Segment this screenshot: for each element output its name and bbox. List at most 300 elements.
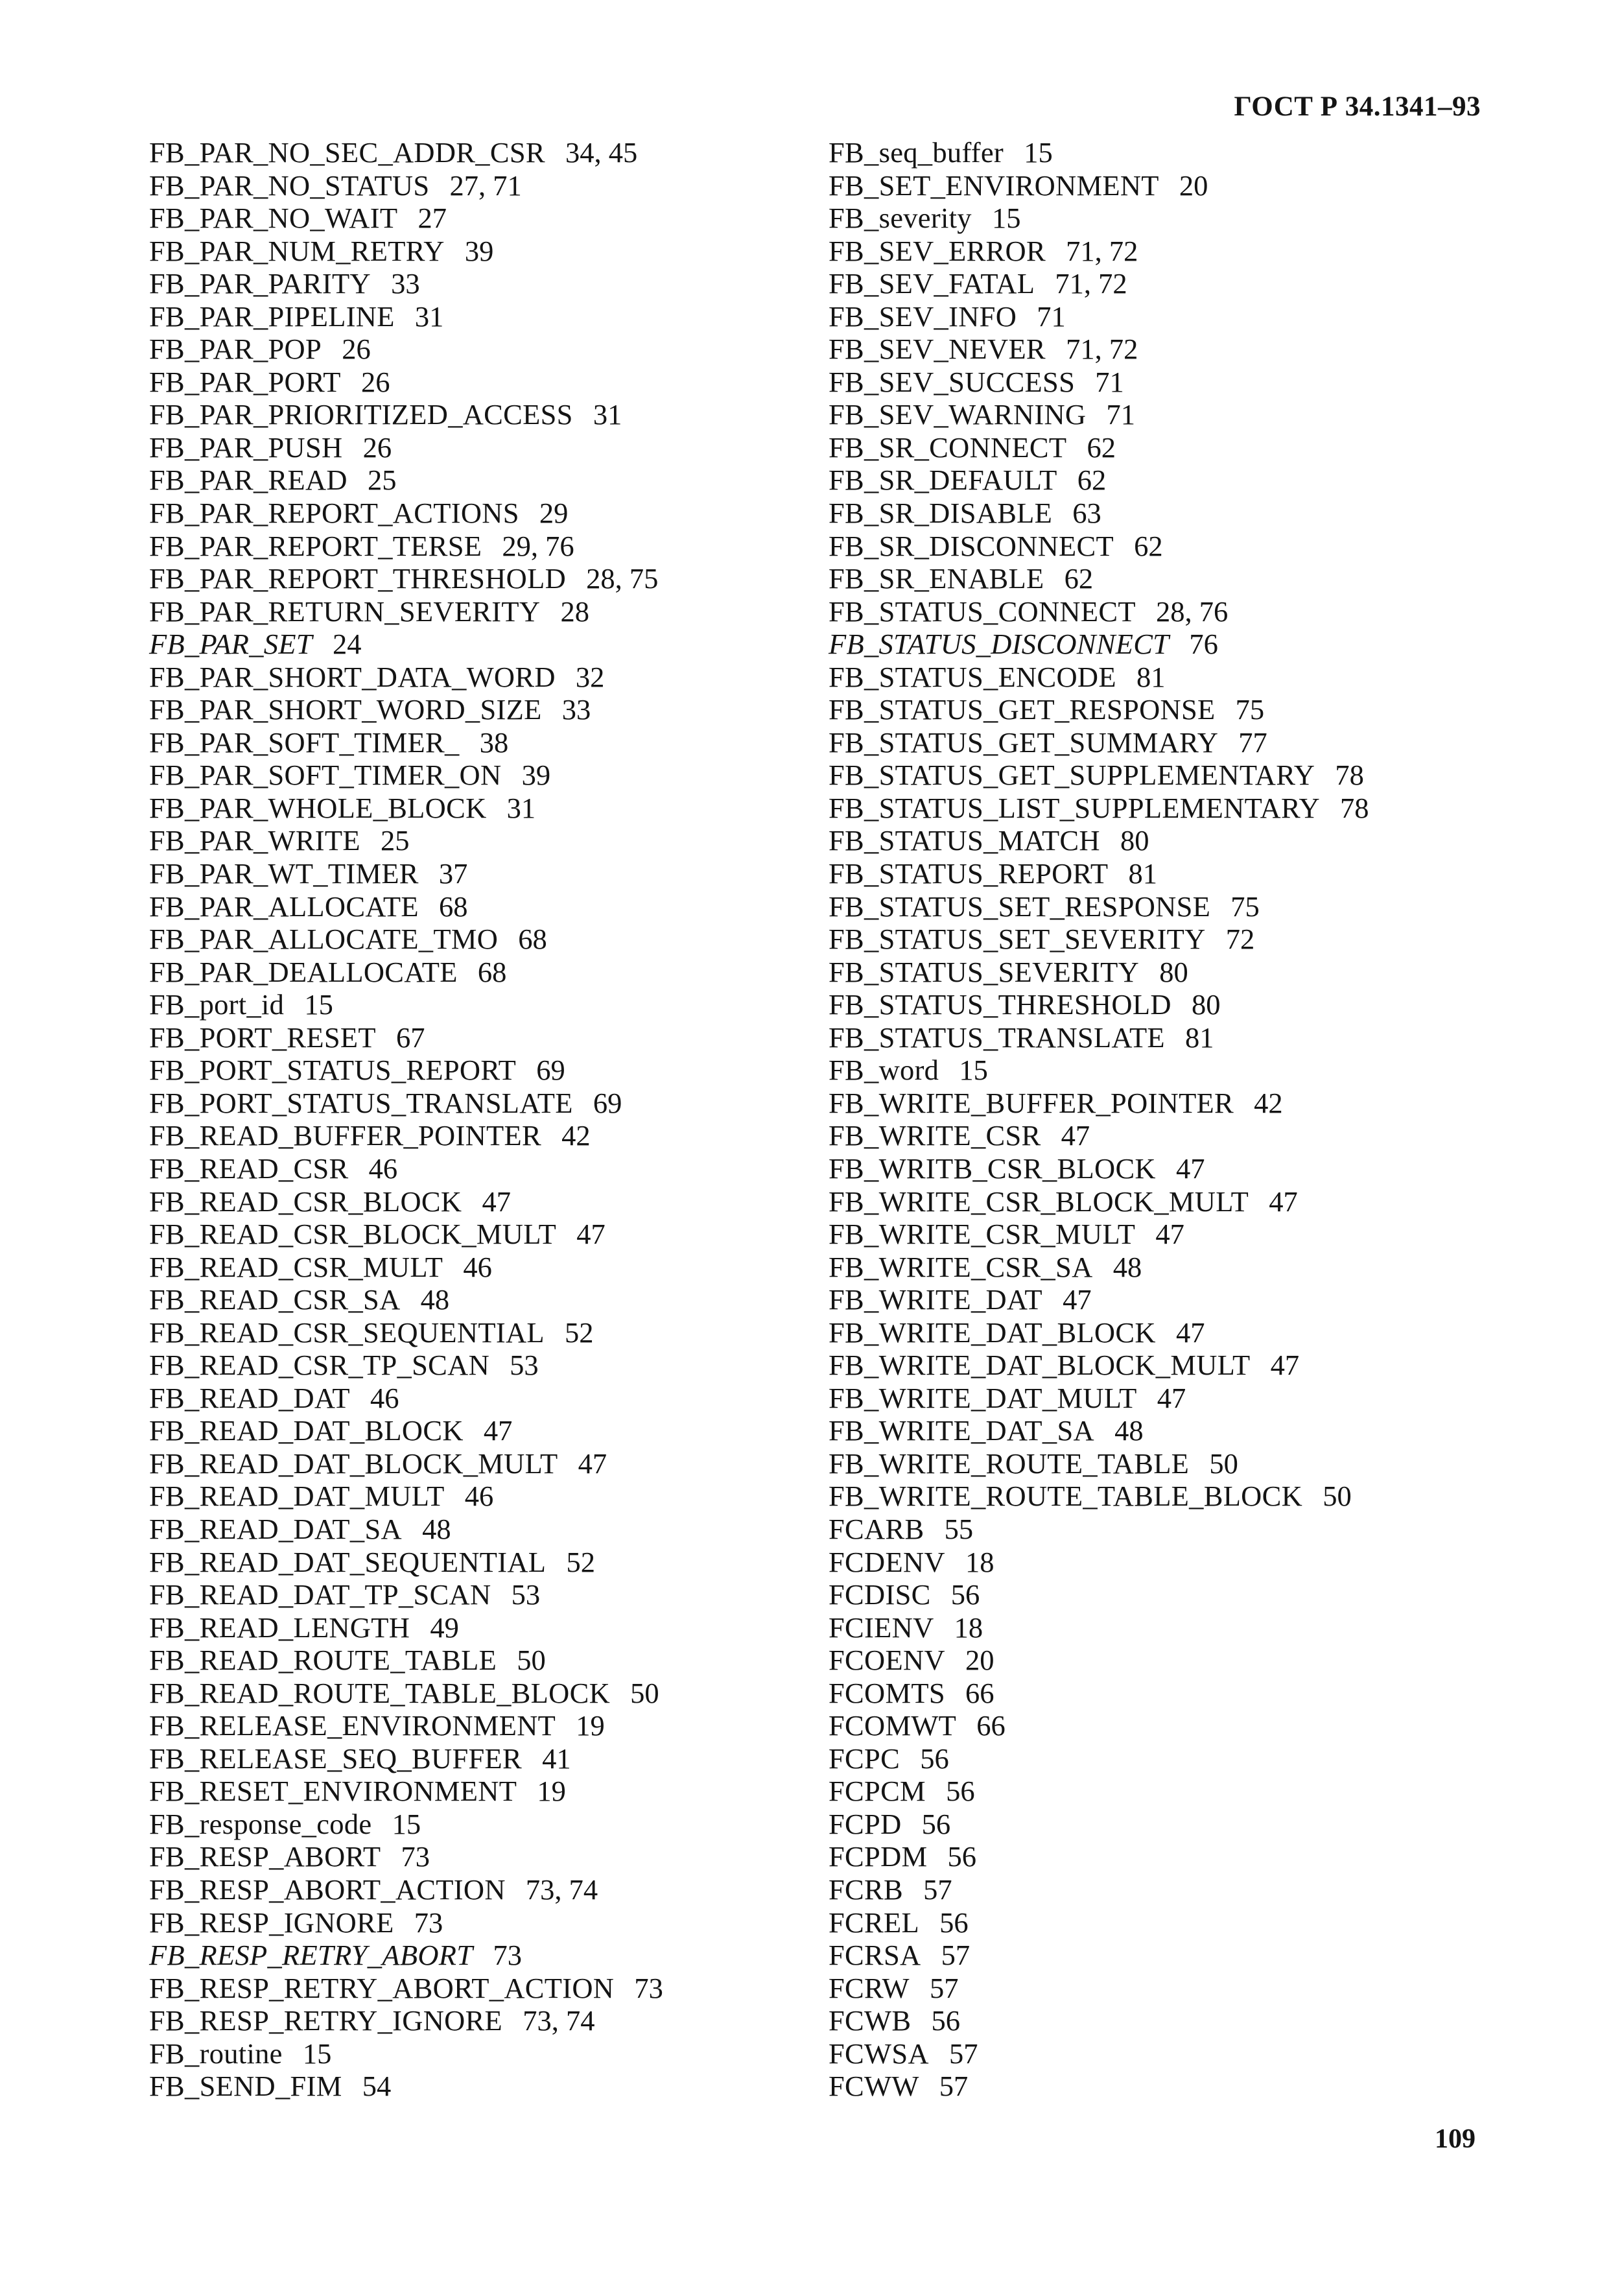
index-term: FB_PAR_ALLOCATE_TMO: [149, 923, 499, 956]
index-entry: [149, 1677, 663, 1710]
index-page-refs: 71, 72: [1066, 333, 1138, 366]
index-entry: [829, 693, 1369, 726]
index-term: FB_WRITE_CSR_SA: [829, 1250, 1093, 1283]
index-term: FB_RESP_RETRY_IGNORE: [149, 2004, 503, 2037]
index-entry: [829, 1546, 1369, 1579]
index-entry: [829, 1119, 1369, 1152]
index-entry: [149, 1840, 663, 1873]
index-entry: [829, 1709, 1369, 1742]
index-page-refs: 52: [565, 1316, 594, 1349]
index-page-refs: 63: [1072, 497, 1101, 530]
index-term: FB_SEV_FATAL: [829, 267, 1035, 300]
index-page-refs: 80: [1159, 955, 1188, 988]
index-page-refs: 56: [920, 1742, 949, 1775]
index-entry: [149, 562, 663, 595]
index-term: FB_STATUS_SET_SEVERITY: [829, 923, 1206, 956]
index-page-refs: 15: [302, 2037, 332, 2070]
index-entry: [829, 464, 1369, 497]
index-entry: [829, 1218, 1369, 1251]
index-term: FB_READ_DAT_SEQUENTIAL: [149, 1545, 547, 1578]
index-entry: [829, 1808, 1369, 1841]
index-term: FCRW: [829, 1971, 910, 2004]
index-term: FB_STATUS_REPORT: [829, 857, 1109, 890]
index-term: FCWW: [829, 2070, 919, 2103]
index-page-refs: 47: [1063, 1283, 1092, 1316]
index-term: FB_READ_ROUTE_TABLE_BLOCK: [149, 1676, 611, 1709]
index-page-refs: 47: [1155, 1218, 1184, 1251]
index-entry: [829, 235, 1369, 268]
index-page-refs: 73: [493, 1939, 522, 1972]
index-entry: [149, 628, 663, 661]
index-entry: [149, 1447, 663, 1480]
index-entry: [149, 1349, 663, 1382]
index-page-refs: 18: [954, 1611, 983, 1644]
index-page-refs: 53: [510, 1349, 539, 1382]
index-entry: [149, 300, 663, 333]
index-entry: [149, 1119, 663, 1152]
index-entry: [829, 267, 1369, 300]
index-entry: [829, 595, 1369, 628]
index-page-refs: 78: [1340, 791, 1369, 824]
index-entry: [829, 1775, 1369, 1808]
index-entry: [149, 2037, 663, 2070]
index-entry: [829, 169, 1369, 202]
index-term: FB_PAR_SOFT_TIMER_: [149, 726, 460, 759]
index-term: FB_WRITE_CSR_MULT: [829, 1218, 1136, 1251]
index-page-refs: 56: [946, 1775, 975, 1808]
index-entry: [149, 333, 663, 366]
index-page-refs: 57: [923, 1873, 952, 1906]
index-entry: [829, 1513, 1369, 1546]
index-entry: [829, 2070, 1369, 2103]
index-term: FB_port_id: [149, 988, 285, 1021]
index-entry: [149, 1775, 663, 1808]
index-entry: [829, 202, 1369, 235]
index-term: FB_PAR_DEALLOCATE: [149, 955, 458, 988]
index-term: FB_WRITE_ROUTE_TABLE_BLOCK: [829, 1480, 1303, 1513]
index-page-refs: 77: [1238, 726, 1267, 759]
index-entry: [149, 890, 663, 923]
index-page-refs: 31: [593, 398, 622, 431]
index-page-refs: 27: [418, 202, 447, 235]
index-term: FB_READ_CSR: [149, 1152, 349, 1185]
index-term: FB_SEV_INFO: [829, 300, 1017, 333]
index-entry: [829, 1742, 1369, 1775]
index-entry: [829, 2037, 1369, 2070]
index-term: FB_PAR_WT_TIMER: [149, 857, 419, 890]
index-page-refs: 71, 72: [1055, 267, 1127, 300]
index-page-refs: 26: [360, 365, 390, 398]
index-entry: [149, 1054, 663, 1087]
index-term: FB_WRITE_CSR: [829, 1119, 1041, 1152]
index-term: FB_RESP_IGNORE: [149, 1906, 394, 1939]
index-page-refs: 78: [1335, 759, 1364, 792]
index-entry: [829, 1972, 1369, 2005]
index-entry: [829, 890, 1369, 923]
index-entry: [829, 1021, 1369, 1054]
index-term: FB_READ_CSR_MULT: [149, 1250, 443, 1283]
index-term: FB_WRITE_DAT_BLOCK_MULT: [829, 1349, 1251, 1382]
index-page-refs: 62: [1134, 529, 1163, 562]
index-page-refs: 47: [482, 1185, 511, 1218]
index-entry: [829, 1251, 1369, 1284]
index-term: FB_READ_DAT_BLOCK_MULT: [149, 1447, 558, 1480]
index-term: FCPDM: [829, 1840, 928, 1873]
index-page-refs: 69: [593, 1086, 622, 1119]
index-column-right: [829, 136, 1369, 2103]
index-term: FB_PORT_STATUS_TRANSLATE: [149, 1086, 573, 1119]
index-entry: [829, 1906, 1369, 1939]
index-term: FB_WRITE_BUFFER_POINTER: [829, 1086, 1234, 1119]
index-entry: [149, 726, 663, 759]
index-entry: [149, 1546, 663, 1579]
index-page-refs: 68: [477, 955, 507, 988]
index-entry: [829, 628, 1369, 661]
index-page-refs: 71, 72: [1066, 234, 1138, 267]
index-entry: [829, 1349, 1369, 1382]
index-term: FB_STATUS_GET_SUMMARY: [829, 726, 1219, 759]
index-term: FB_STATUS_LIST_SUPPLEMENTARY: [829, 791, 1320, 824]
index-term: FB_WRITB_CSR_BLOCK: [829, 1152, 1156, 1185]
index-term: FB_SET_ENVIRONMENT: [829, 169, 1159, 202]
index-page-refs: 68: [438, 890, 468, 923]
index-entry: [829, 1578, 1369, 1611]
index-term: FB_STATUS_SEVERITY: [829, 955, 1140, 988]
index-entry: [829, 1480, 1369, 1513]
index-entry: [149, 759, 663, 792]
index-entry: [149, 956, 663, 989]
index-page-refs: 34, 45: [565, 136, 638, 169]
index-term: FB_SEV_ERROR: [829, 234, 1046, 267]
index-page-refs: 26: [342, 333, 371, 366]
index-entry: [829, 661, 1369, 694]
index-entry: [829, 497, 1369, 530]
index-page-refs: 50: [1209, 1447, 1238, 1480]
index-term: FB_PAR_SET: [149, 628, 312, 661]
index-page-refs: 81: [1185, 1021, 1214, 1054]
index-term: FB_STATUS_CONNECT: [829, 595, 1136, 628]
index-term: FB_seq_buffer: [829, 136, 1004, 169]
index-term: FB_RESP_ABORT: [149, 1840, 381, 1873]
index-term: FB_SEV_SUCCESS: [829, 365, 1076, 398]
index-page-refs: 76: [1189, 628, 1218, 661]
index-page-refs: 81: [1136, 660, 1166, 693]
index-page-refs: 32: [575, 660, 605, 693]
index-term: FCIENV: [829, 1611, 934, 1644]
index-term: FB_READ_DAT_TP_SCAN: [149, 1578, 491, 1611]
index-page-refs: 54: [362, 2070, 392, 2103]
index-entry: [829, 857, 1369, 890]
index-term: FB_PAR_WHOLE_BLOCK: [149, 791, 487, 824]
index-term: FB_WRITE_DAT_MULT: [829, 1381, 1137, 1414]
index-page-refs: 81: [1128, 857, 1157, 890]
index-term: FB_READ_CSR_TP_SCAN: [149, 1349, 490, 1382]
index-page-refs: 71: [1106, 398, 1135, 431]
index-term: FB_PAR_SHORT_DATA_WORD: [149, 660, 556, 693]
index-page-refs: 46: [464, 1480, 494, 1513]
index-term: FB_PORT_RESET: [149, 1021, 376, 1054]
index-entry: [829, 1152, 1369, 1185]
index-page-refs: 57: [930, 1971, 959, 2004]
index-entry: [149, 693, 663, 726]
index-term: FB_PAR_RETURN_SEVERITY: [149, 595, 541, 628]
index-entry: [149, 431, 663, 464]
index-page-refs: 47: [1175, 1316, 1205, 1349]
index-entry: [829, 1840, 1369, 1873]
index-page-refs: 19: [576, 1709, 605, 1742]
index-page-refs: 47: [1269, 1185, 1298, 1218]
index-page-refs: 26: [362, 431, 392, 464]
index-entry: [149, 2004, 663, 2037]
index-page-refs: 29: [539, 497, 569, 530]
index-term: FB_RESP_RETRY_ABORT_ACTION: [149, 1971, 615, 2004]
index-page-refs: 15: [392, 1807, 421, 1840]
index-entry: [149, 366, 663, 399]
index-term: FB_WRITE_ROUTE_TABLE: [829, 1447, 1190, 1480]
index-page-refs: 73, 74: [523, 2004, 595, 2037]
index-term: FB_PAR_NO_WAIT: [149, 202, 398, 235]
index-page-refs: 56: [950, 1578, 980, 1611]
index-term: FB_READ_CSR_SA: [149, 1283, 401, 1316]
index-entry: [149, 1873, 663, 1906]
index-page-refs: 62: [1087, 431, 1116, 464]
index-entry: [829, 366, 1369, 399]
index-term: FB_PORT_STATUS_REPORT: [149, 1054, 517, 1087]
index-term: FCWSA: [829, 2037, 929, 2070]
index-page-refs: 80: [1120, 824, 1149, 857]
index-term: FB_word: [829, 1054, 939, 1087]
index-entry: [149, 792, 663, 825]
index-term: FCOMTS: [829, 1676, 945, 1709]
index-entry: [829, 1677, 1369, 1710]
index-term: FB_STATUS_TRANSLATE: [829, 1021, 1165, 1054]
index-entry: [829, 988, 1369, 1021]
index-entry: [149, 1939, 663, 1972]
index-entry: [149, 530, 663, 563]
index-page-refs: 75: [1230, 890, 1260, 923]
index-term: FB_PAR_READ: [149, 464, 347, 497]
index-page-refs: 19: [537, 1775, 566, 1808]
index-page-refs: 56: [921, 1807, 951, 1840]
index-entry: [149, 824, 663, 857]
index-term: FCDENV: [829, 1545, 945, 1578]
index-page-refs: 48: [420, 1283, 450, 1316]
index-page-refs: 72: [1225, 923, 1255, 956]
index-term: FB_PAR_REPORT_THRESHOLD: [149, 562, 567, 595]
index-page-refs: 66: [976, 1709, 1006, 1742]
index-page-refs: 15: [959, 1054, 988, 1087]
index-entry: [149, 1808, 663, 1841]
index-term: FCPCM: [829, 1775, 926, 1808]
index-entry: [149, 202, 663, 235]
index-entry: [149, 1414, 663, 1447]
index-page-refs: 25: [381, 824, 410, 857]
index-entry: [149, 1480, 663, 1513]
index-page-refs: 50: [630, 1676, 659, 1709]
index-entry: [829, 1054, 1369, 1087]
index-entry: [149, 1087, 663, 1120]
page-number: 109: [1435, 2124, 1476, 2154]
index-term: FB_PAR_ALLOCATE: [149, 890, 419, 923]
index-page-refs: 27, 71: [449, 169, 522, 202]
index-entry: [829, 1873, 1369, 1906]
index-page-refs: 57: [948, 2037, 978, 2070]
index-term: FB_SEV_WARNING: [829, 398, 1087, 431]
index-entry: [149, 1709, 663, 1742]
index-entry: [149, 2070, 663, 2103]
index-entry: [829, 1185, 1369, 1218]
index-entry: [149, 1218, 663, 1251]
index-page-refs: 15: [304, 988, 333, 1021]
index-page-refs: 18: [965, 1545, 994, 1578]
index-term: FB_SR_CONNECT: [829, 431, 1067, 464]
index-page-refs: 52: [566, 1545, 595, 1578]
index-term: FB_READ_CSR_BLOCK: [149, 1185, 462, 1218]
index-term: FB_PAR_SHORT_WORD_SIZE: [149, 693, 542, 726]
index-term: FB_READ_CSR_SEQUENTIAL: [149, 1316, 545, 1349]
index-entry: [829, 1611, 1369, 1644]
index-entry: [829, 1382, 1369, 1415]
index-page-refs: 46: [370, 1381, 399, 1414]
index-column-left: [149, 136, 663, 2103]
index-entry: [149, 497, 663, 530]
index-page-refs: 73: [401, 1840, 430, 1873]
index-page-refs: 39: [521, 759, 551, 792]
index-entry: [829, 956, 1369, 989]
index-term: FB_PAR_POP: [149, 333, 322, 366]
index-term: FB_PAR_NO_SEC_ADDR_CSR: [149, 136, 545, 169]
index-page-refs: 46: [463, 1250, 492, 1283]
index-page-refs: 47: [483, 1414, 513, 1447]
index-page-refs: 25: [368, 464, 397, 497]
index-page-refs: 20: [1179, 169, 1208, 202]
index-term: FB_RESP_RETRY_ABORT: [149, 1939, 473, 1972]
index-entry: [829, 759, 1369, 792]
index-page-refs: 73: [634, 1971, 663, 2004]
index-term: FB_SEND_FIM: [149, 2070, 342, 2103]
index-page-refs: 57: [941, 1939, 971, 1972]
index-entry: [149, 1021, 663, 1054]
index-page-refs: 24: [333, 628, 362, 661]
index-page-refs: 42: [561, 1119, 591, 1152]
index-entry: [149, 1513, 663, 1546]
index-term: FCPC: [829, 1742, 900, 1775]
index-term: FB_STATUS_MATCH: [829, 824, 1100, 857]
index-entry: [149, 398, 663, 431]
index-entry: [149, 136, 663, 169]
index-entry: [149, 988, 663, 1021]
index-term: FCPD: [829, 1807, 902, 1840]
index-term: FB_response_code: [149, 1807, 372, 1840]
index-page-refs: 41: [542, 1742, 571, 1775]
index-page-refs: 29, 76: [502, 529, 574, 562]
index-page-refs: 15: [1024, 136, 1053, 169]
index-page-refs: 48: [1114, 1414, 1144, 1447]
index-page-refs: 53: [511, 1578, 541, 1611]
index-term: FB_PAR_PRIORITIZED_ACCESS: [149, 398, 573, 431]
index-entry: [149, 235, 663, 268]
index-term: FB_STATUS_DISCONNECT: [829, 628, 1170, 661]
index-entry: [829, 136, 1369, 169]
index-page-refs: 47: [1157, 1381, 1186, 1414]
index-entry: [149, 1972, 663, 2005]
index-term: FB_WRITE_DAT: [829, 1283, 1042, 1316]
index-page-refs: 31: [414, 300, 444, 333]
index-term: FB_STATUS_SET_RESPONSE: [829, 890, 1211, 923]
index-page-refs: 56: [931, 2004, 960, 2037]
index-page-refs: 28, 75: [586, 562, 659, 595]
index-entry: [829, 1414, 1369, 1447]
index-term: FB_WRITE_CSR_BLOCK_MULT: [829, 1185, 1249, 1218]
index-page-refs: 71: [1095, 365, 1124, 398]
index-page-refs: 47: [1061, 1119, 1090, 1152]
index-entry: [829, 726, 1369, 759]
index-entry: [149, 1283, 663, 1316]
index-page-refs: 31: [506, 791, 536, 824]
index-term: FB_PAR_REPORT_TERSE: [149, 529, 482, 562]
index-entry: [829, 1316, 1369, 1349]
index-entry: [829, 923, 1369, 956]
index-entry: [829, 792, 1369, 825]
index-entry: [829, 824, 1369, 857]
index-page-refs: 71: [1037, 300, 1066, 333]
index-page-refs: 73: [414, 1906, 443, 1939]
index-term: FB_STATUS_ENCODE: [829, 660, 1116, 693]
index-term: FB_PAR_PIPELINE: [149, 300, 395, 333]
index-term: FB_PAR_SOFT_TIMER_ON: [149, 759, 502, 792]
index-term: FCARB: [829, 1512, 924, 1545]
index-entry: [149, 1316, 663, 1349]
index-term: FB_PAR_WRITE: [149, 824, 360, 857]
index-entry: [149, 1152, 663, 1185]
index-page-refs: 68: [518, 923, 547, 956]
index-page-refs: 47: [578, 1447, 607, 1480]
index-page-refs: 50: [1323, 1480, 1352, 1513]
index-term: FCRSA: [829, 1939, 921, 1972]
index-term: FB_SEV_NEVER: [829, 333, 1046, 366]
index-term: FCDISC: [829, 1578, 931, 1611]
index-page-refs: 73, 74: [525, 1873, 598, 1906]
index-page-refs: 47: [1270, 1349, 1300, 1382]
index-entry: [149, 267, 663, 300]
index-term: FB_SR_ENABLE: [829, 562, 1044, 595]
index-page-refs: 48: [422, 1512, 451, 1545]
index-entry: [829, 333, 1369, 366]
index-entry: [149, 1382, 663, 1415]
index-page-refs: 69: [536, 1054, 565, 1087]
index-term: FB_WRITE_DAT_BLOCK: [829, 1316, 1156, 1349]
index-entry: [149, 1185, 663, 1218]
index-term: FCWB: [829, 2004, 912, 2037]
index-term: FB_READ_ROUTE_TABLE: [149, 1644, 497, 1677]
index-entry: [149, 595, 663, 628]
index-page-refs: 33: [561, 693, 591, 726]
index-page-refs: 42: [1254, 1086, 1283, 1119]
index-entry: [149, 1578, 663, 1611]
index-entry: [149, 1251, 663, 1284]
index-page-refs: 46: [368, 1152, 398, 1185]
index-page-refs: 80: [1191, 988, 1221, 1021]
index-term: FB_SR_DISABLE: [829, 497, 1053, 530]
index-term: FB_READ_DAT: [149, 1381, 350, 1414]
index-entry: [829, 530, 1369, 563]
index-page-refs: 62: [1064, 562, 1094, 595]
index-term: FCOENV: [829, 1644, 945, 1677]
index-page-refs: 47: [576, 1218, 606, 1251]
index-entry: [829, 431, 1369, 464]
index-term: FB_READ_LENGTH: [149, 1611, 410, 1644]
index-page-refs: 38: [479, 726, 509, 759]
